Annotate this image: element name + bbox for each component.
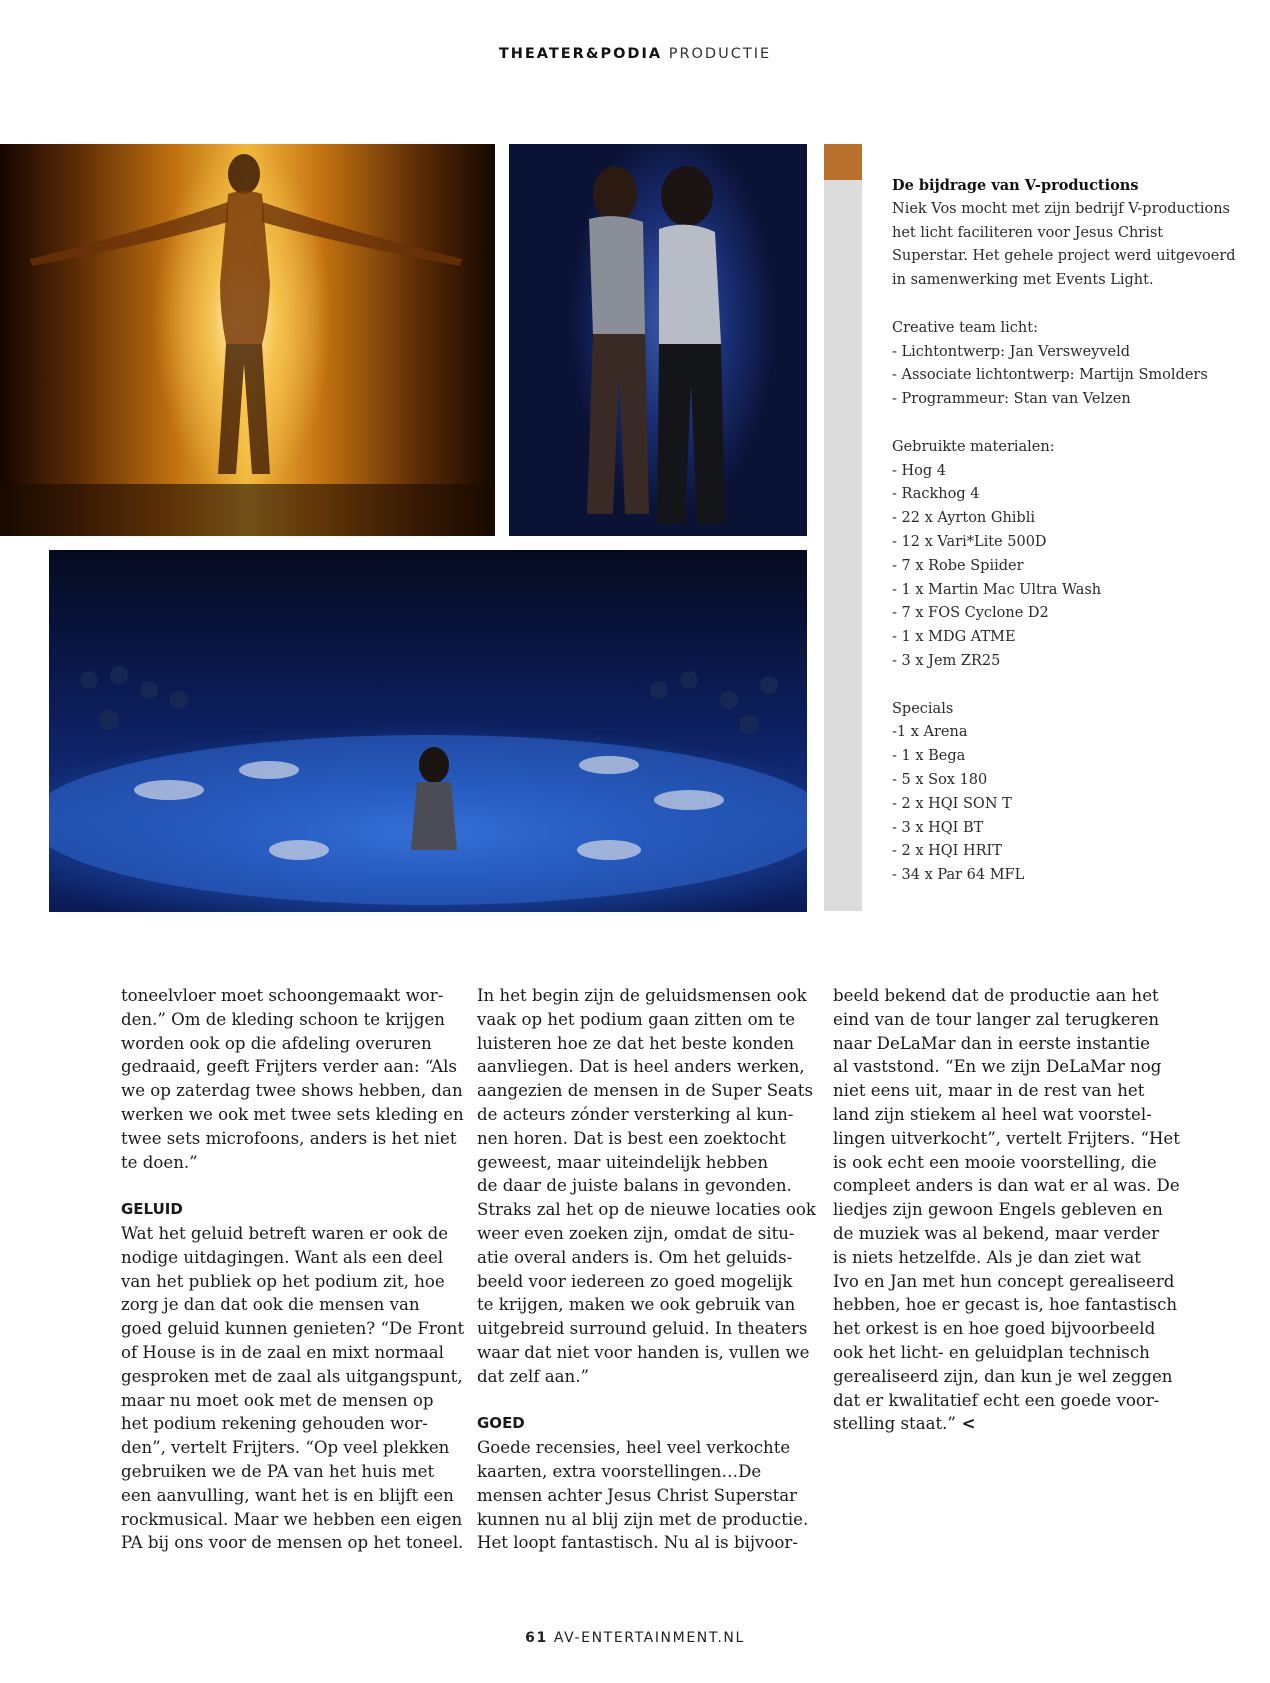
- text-line: land zijn stiekem al heel wat voorstel-: [833, 1104, 1152, 1124]
- text-line: - 3 x Jem ZR25: [892, 652, 1001, 669]
- text-line: werken we ook met twee sets kleding en: [121, 1104, 464, 1124]
- text-line: dat er kwalitatief echt een goede voor-: [833, 1390, 1160, 1410]
- text-line: te krijgen, maken we ook gebruik van: [477, 1295, 796, 1315]
- text-line: de acteurs zónder versterking al kun-: [477, 1104, 794, 1124]
- text-line: eind van de tour langer zal terugkeren: [833, 1009, 1160, 1029]
- text-line: Straks zal het op de nieuwe locaties ook: [477, 1200, 816, 1220]
- text-line: hebben, hoe er gecast is, hoe fantastisch: [833, 1295, 1178, 1315]
- text-line: geweest, maar uiteindelijk hebben: [477, 1152, 769, 1172]
- text-line: - 1 x MDG ATME: [892, 629, 1016, 646]
- text-line: rockmusical. Maar we hebben een eigen: [121, 1509, 463, 1529]
- text-line: -1 x Arena: [892, 724, 968, 741]
- text-line: PA bij ons voor de mensen op het toneel.: [121, 1533, 464, 1553]
- text-line: aangezien de mensen in de Super Seats: [477, 1081, 813, 1101]
- materials-list: [892, 460, 1232, 674]
- text-line: de muziek was al bekend, maar verder: [833, 1223, 1160, 1243]
- footer-site: AV-ENTERTAINMENT.NL: [553, 1630, 745, 1646]
- text-line: nodige uitdagingen. Want als een deel: [121, 1247, 444, 1267]
- article-column-1: [121, 984, 465, 1555]
- text-line: atie overal anders is. Om het geluids-: [477, 1247, 793, 1267]
- text-line: het podium rekening gehouden wor-: [121, 1414, 428, 1434]
- text-line: stelling staat.” <: [833, 1414, 976, 1434]
- text-line: ook het licht- en geluidplan technisch: [833, 1342, 1150, 1362]
- article-end-mark: <: [955, 1414, 976, 1434]
- text-line: kunnen nu al blij zijn met de productie.: [477, 1509, 809, 1529]
- text-line: naar DeLaMar dan in eerste instantie: [833, 1033, 1150, 1053]
- text-line: het orkest is en hoe goed bijvoorbeeld: [833, 1319, 1156, 1339]
- text-line: gerealiseerd zijn, dan kun je wel zeggen: [833, 1366, 1173, 1386]
- page-number: 61: [525, 1630, 548, 1646]
- text-line: kaarten, extra voorstellingen…De: [477, 1461, 762, 1481]
- text-line: - 5 x Sox 180: [892, 771, 988, 788]
- text-line: den”, vertelt Frijters. “Op veel plekken: [121, 1438, 450, 1458]
- text-line: gesproken met de zaal als uitgangspunt,: [121, 1366, 463, 1386]
- text-line: uitgebreid surround geluid. In theaters: [477, 1319, 808, 1339]
- text-line: - 34 x Par 64 MFL: [892, 867, 1025, 884]
- text-line: weer even zoeken zijn, omdat de situ-: [477, 1223, 795, 1243]
- text-line: - 2 x HQI HRIT: [892, 843, 1002, 860]
- text-line: - Hog 4: [892, 462, 946, 479]
- text-line: - Programmeur: Stan van Velzen: [892, 391, 1131, 408]
- text-line: gedraaid, geeft Frijters verder aan: “Als: [121, 1057, 457, 1077]
- section-label: PRODUCTIE: [668, 46, 772, 62]
- text-line: Het loopt fantastisch. Nu al is bijvoor-: [477, 1533, 798, 1553]
- text-line: Superstar. Het gehele project werd uitgevoerd: [892, 248, 1236, 265]
- text-line: of House is in de zaal en mixt normaal: [121, 1342, 444, 1362]
- two-actors-silhouette: [509, 144, 807, 536]
- col1-paragraph-1: [121, 984, 464, 1174]
- text-line: is niets hetzelfde. Als je dan ziet wat: [833, 1247, 1141, 1267]
- col3-paragraph-1: [833, 984, 1180, 1436]
- team-list: [892, 341, 1232, 412]
- team-heading: Creative team licht:: [892, 319, 1038, 336]
- photo-two-actors: [509, 144, 807, 536]
- text-line: in samenwerking met Events Light.: [892, 272, 1154, 289]
- sidebar-accent-block: [824, 144, 862, 180]
- text-line: goed geluid kunnen genieten? “De Front: [121, 1319, 465, 1339]
- text-line: - 22 x Ayrton Ghibli: [892, 510, 1035, 527]
- photo-golden-light-figure: [0, 144, 495, 536]
- text-line: al vaststond. “En we zijn DeLaMar nog: [833, 1057, 1162, 1077]
- text-line: een aanvulling, want het is en blijft een: [121, 1485, 454, 1505]
- text-line: vaak op het podium gaan zitten om te: [477, 1009, 796, 1029]
- heading-goed: GOED: [477, 1414, 525, 1433]
- col2-paragraph-1: [477, 984, 816, 1389]
- text-line: het licht faciliteren voor Jesus Christ: [892, 224, 1164, 241]
- text-line: - 1 x Martin Mac Ultra Wash: [892, 581, 1102, 598]
- text-line: niet eens uit, maar in de rest van het: [833, 1081, 1145, 1101]
- text-line: - 1 x Bega: [892, 748, 966, 765]
- text-line: - 2 x HQI SON T: [892, 795, 1012, 812]
- text-line: te doen.”: [121, 1152, 198, 1172]
- col2-paragraph-2: [477, 1436, 807, 1555]
- article-column-2: [477, 984, 816, 1555]
- text-line: den.” Om de kleding schoon te krijgen: [121, 1009, 445, 1029]
- magazine-section-brand: THEATER&PODIA: [498, 46, 663, 62]
- text-line: mensen achter Jesus Christ Superstar: [477, 1485, 798, 1505]
- text-line: In het begin zijn de geluidsmensen ook: [477, 986, 807, 1005]
- text-line: - 12 x Vari*Lite 500D: [892, 533, 1047, 550]
- text-line: nen horen. Dat is best een zoektocht: [477, 1128, 786, 1148]
- arena-stage-scene: [49, 550, 807, 912]
- golden-figure-silhouette: [0, 144, 495, 536]
- info-box-v-productions: [892, 174, 1236, 888]
- text-line: waar dat niet voor handen is, vullen we: [477, 1342, 810, 1362]
- col1-paragraph-2: [121, 1222, 465, 1555]
- text-line: liedjes zijn gewoon Engels gebleven en: [833, 1200, 1163, 1220]
- text-line: Niek Vos mocht met zijn bedrijf V-productions: [892, 200, 1230, 217]
- text-line: dat zelf aan.”: [477, 1366, 589, 1386]
- text-line: worden ook op die afdeling overuren: [121, 1033, 432, 1053]
- heading-geluid: GELUID: [121, 1200, 183, 1219]
- text-line: - Rackhog 4: [892, 486, 980, 503]
- page-header: [0, 46, 1270, 62]
- text-line: de daar de juiste balans in gevonden.: [477, 1176, 792, 1196]
- text-line: gebruiken we de PA van het huis met: [121, 1461, 435, 1481]
- materials-heading: Gebruikte materialen:: [892, 438, 1055, 455]
- page-footer: [0, 1630, 1270, 1646]
- text-line: - Lichtontwerp: Jan Versweyveld: [892, 343, 1131, 360]
- info-box-intro: [892, 198, 1236, 293]
- text-line: we op zaterdag twee shows hebben, dan: [121, 1081, 463, 1101]
- specials-heading: Specials: [892, 700, 954, 717]
- text-line: Goede recensies, heel veel verkochte: [477, 1438, 791, 1458]
- text-line: - 7 x Robe Spiider: [892, 557, 1024, 574]
- article-column-3: [833, 984, 1180, 1436]
- text-line: lingen uitverkocht”, vertelt Frijters. “Het: [833, 1128, 1180, 1148]
- specials-list: [892, 721, 1232, 888]
- text-line: beeld bekend dat de productie aan het: [833, 986, 1159, 1005]
- photo-arena-stage: [49, 550, 807, 912]
- text-line: - Associate lichtontwerp: Martijn Smolders: [892, 367, 1208, 384]
- text-line: twee sets microfoons, anders is het niet: [121, 1128, 457, 1148]
- text-line: van het publiek op het podium zit, hoe: [121, 1271, 445, 1291]
- text-line: beeld voor iedereen zo goed mogelijk: [477, 1271, 793, 1291]
- text-line: - 7 x FOS Cyclone D2: [892, 605, 1049, 622]
- text-line: Ivo en Jan met hun concept gerealiseerd: [833, 1271, 1175, 1291]
- text-line: - 3 x HQI BT: [892, 819, 984, 836]
- text-line: compleet anders is dan wat er al was. De: [833, 1176, 1180, 1196]
- text-line: aanvliegen. Dat is heel anders werken,: [477, 1057, 805, 1077]
- text-line: luisteren hoe ze dat het beste konden: [477, 1033, 795, 1053]
- text-line: toneelvloer moet schoongemaakt wor-: [121, 986, 444, 1005]
- text-line: Wat het geluid betreft waren er ook de: [121, 1223, 449, 1243]
- info-box-title: De bijdrage van V-productions: [892, 177, 1139, 194]
- sidebar-grey-bar: [824, 180, 862, 911]
- text-line: zorg je dan dat ook die mensen van: [121, 1295, 420, 1315]
- text-line: maar nu moet ook met de mensen op: [121, 1390, 434, 1410]
- text-line: is ook echt een mooie voorstelling, die: [833, 1152, 1157, 1172]
